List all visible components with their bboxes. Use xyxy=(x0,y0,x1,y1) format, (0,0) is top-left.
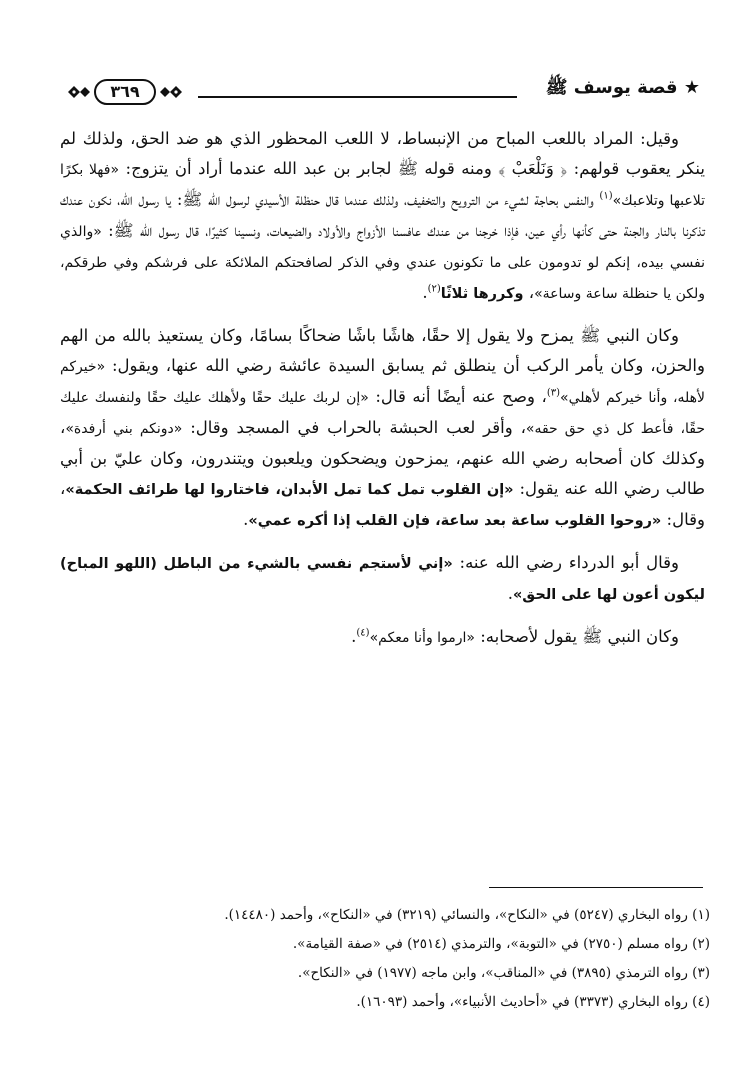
text-run: وقال أبو الدرداء رضي الله عنه: xyxy=(452,553,679,572)
quotation: «ارموا وأنا معكم» xyxy=(369,630,475,646)
footnote-separator xyxy=(489,887,703,888)
text-run: . xyxy=(422,283,428,302)
quotation: «إن القلوب تمل كما تمل الأبدان، فاختاروا لها طرائف الحكمة» xyxy=(65,482,514,498)
footnote: (٣) رواه الترمذي (٣٨٩٥) في «المناقب»، وابن ماجه (١٩٧٧) في «النكاح». xyxy=(297,965,710,981)
paragraph xyxy=(60,548,705,610)
quotation: «دونكم بني أرفدة» xyxy=(65,421,183,437)
ornament-left-icon xyxy=(66,81,92,103)
footnotes xyxy=(60,901,710,1017)
text-run: . xyxy=(243,510,249,529)
quotation: «إن لربك عليك حقًا ولأهلك عليك حقًا ولنفسك عليك حقًا، فأعط كل ذي حق حقه» xyxy=(60,390,705,437)
text-run: ، وصح عنه أيضًا أنه قال: xyxy=(368,387,547,406)
text-run: ، وأقر لعب الحبشة بالحراب في المسجد وقال: xyxy=(182,418,526,437)
paragraph xyxy=(60,321,705,536)
text-run: وكان النبي ﷺ يقول لأصحابه: xyxy=(475,627,679,646)
header-rule xyxy=(198,96,517,98)
text-run: وقيل: المراد باللعب المباح من الإنبساط، لا اللعب المحظور الذي هو ضد الحق، ولذلك لم ينكر يعقوب قولهم: ﴿ وَنَلْعَبْ ﴾ ومنه قوله ﷺ لجابر بن عبد الله عندما أراد أن يتزوج: xyxy=(60,129,705,178)
footnote: (٤) رواه البخاري (٣٣٧٣) في «أحاديث الأنبياء»، وأحمد (١٦٠٩٣). xyxy=(356,994,710,1010)
page-header xyxy=(50,70,700,114)
text-run: . xyxy=(351,627,357,646)
text-run: وكان النبي ﷺ يمزح ولا يقول إلا حقًا، هاشًا باشًا ضحاكًا بسامًا، وكان يستعيذ بالله من الهم والحزن، وكان يأمر الركب أن ينطلق ثم يسابق السيدة عائشة رضي الله عنها، ويقول: xyxy=(60,326,705,375)
quotation: وكررها ثلاثًا xyxy=(440,286,524,302)
running-title: ★ قصة يوسف ﷺ xyxy=(545,77,700,98)
ornament-right-icon xyxy=(158,81,184,103)
text-run: ، وقال: xyxy=(60,479,705,529)
footnote-ref: (٢) xyxy=(427,283,441,295)
paragraph xyxy=(60,124,705,309)
footnote-ref: (٤) xyxy=(356,627,370,639)
quotation: «روحوا القلوب ساعة بعد ساعة، فإن القلب إذا أكره عمي» xyxy=(248,513,662,529)
quotation: «والذي نفسي بيده، إنكم لو تدومون على ما تكونون عندي وفي الذكر لصافحتكم الملائكة على فرشكم وفي طرقكم، ولكن يا حنظلة ساعة وساعة» xyxy=(60,224,705,302)
quotation: «إني لأستجم نفسي بالشيء من الباطل (اللهو المباح) ليكون أعون لها على الحق» xyxy=(60,556,705,603)
text-run: . xyxy=(507,584,513,603)
footnote: (٢) رواه مسلم (٢٧٥٠) في «التوبة»، والترمذي (٢٥١٤) في «صفة القيامة». xyxy=(292,936,710,952)
footnote-ref: (٣) xyxy=(546,387,561,399)
page-number: ٣٦٩ xyxy=(94,79,156,105)
main-text xyxy=(60,124,705,665)
text-run: والنفس بحاجة لشيء من الترويح والتخفيف، ولذلك عندما قال حنظلة الأسيدي لرسول الله ﷺ: يا رسول الله، نكون عندك تذكرنا بالنار والجنة حتى كأنها رأي عين، فإذا خرجنا من عندك عافسنا الأزواج والأولاد والضيعات، ونسينا كثيرًا، قال رسول الله ﷺ: xyxy=(60,190,705,240)
quotation: «خيركم لأهله، وأنا خيركم لأهلي» xyxy=(60,359,706,406)
footnote: (١) رواه البخاري (٥٢٤٧) في «النكاح»، والنسائي (٣٢١٩) في «النكاح»، وأحمد (١٤٤٨٠). xyxy=(224,907,710,923)
quotation: «فهلا بكرًا تلاعبها وتلاعبك» xyxy=(60,162,705,209)
paragraph xyxy=(60,622,705,653)
text-run: ، xyxy=(523,283,535,302)
page-number-box xyxy=(60,74,190,110)
footnote-ref: (١) xyxy=(599,190,613,202)
text-run: ، وكذلك كان أصحابه رضي الله عنهم، يمزحون ويضحكون ويلعبون ويتندرون، وكان عليّ بن أبي طالب رضي الله عنه يقول: xyxy=(60,418,705,498)
